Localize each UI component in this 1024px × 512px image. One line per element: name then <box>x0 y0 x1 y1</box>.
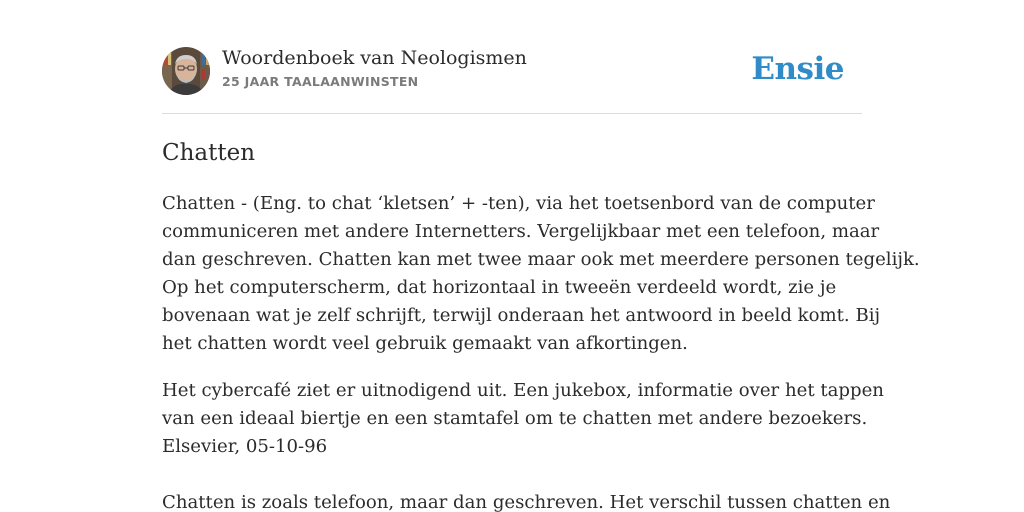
definition-line: bovenaan wat je zelf schrijft, terwijl onderaan het antwoord in beeld komt. Bij <box>162 305 881 326</box>
site-header <box>162 46 862 96</box>
quote-line: van een ideaal biertje en een stamtafel om te chatten met andere bezoekers. <box>162 408 868 429</box>
entry-definition <box>162 190 920 358</box>
definition-line: dan geschreven. Chatten kan met twee maar ook met meerdere personen tegelijk. <box>162 249 920 270</box>
definition-line: Chatten - (Eng. to chat ‘kletsen’ + -ten), via het toetsenbord van de computer <box>162 193 875 214</box>
page <box>162 0 920 512</box>
definition-line: Op het computerscherm, dat horizontaal in tweeën verdeeld wordt, zie je <box>162 277 837 298</box>
definition-line: het chatten wordt veel gebruik gemaakt van afkortingen. <box>162 333 688 354</box>
entry-title: Chatten <box>162 140 256 166</box>
definition-line: communiceren met andere Internetters. Vergelijkbaar met een telefoon, maar <box>162 221 880 242</box>
entry-quote <box>162 377 884 461</box>
site-subtitle: 25 JAAR TAALAANWINSTEN <box>222 74 419 89</box>
ensie-logo[interactable]: Ensie <box>751 51 844 87</box>
author-portrait-icon[interactable] <box>162 47 210 95</box>
site-title[interactable]: Woordenboek van Neologismen <box>222 47 527 69</box>
quote-line: Het cybercafé ziet er uitnodigend uit. Een jukebox, informatie over het tappen <box>162 380 884 401</box>
header-divider <box>162 113 862 114</box>
entry-quote-2 <box>162 489 891 512</box>
quote-line: Chatten is zoals telefoon, maar dan geschreven. Het verschil tussen chatten en <box>162 492 891 512</box>
quote-source: Elsevier, 05-10-96 <box>162 436 328 457</box>
